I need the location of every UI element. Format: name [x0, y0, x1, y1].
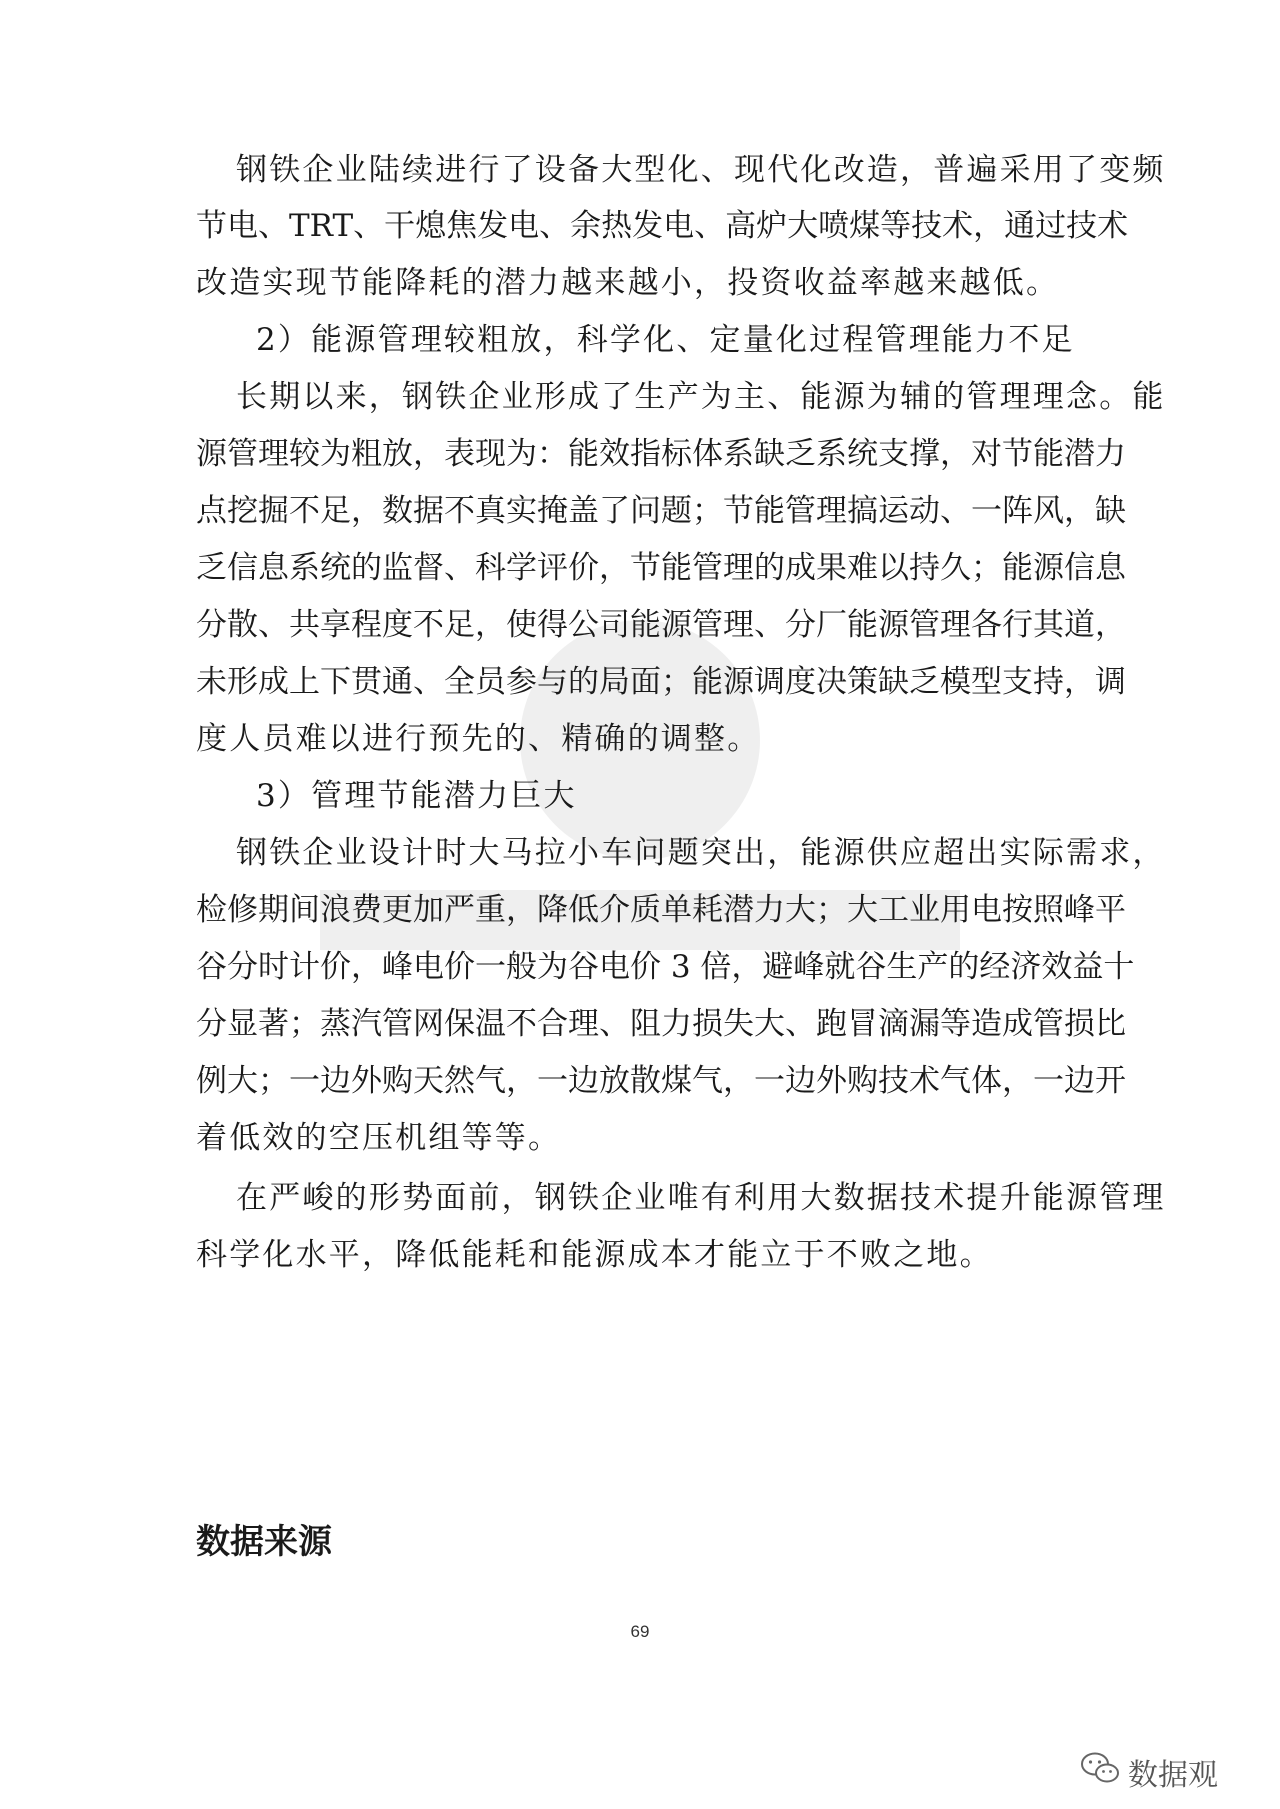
- body-text-line: 源管理较为粗放，表现为：能效指标体系缺乏系统支撑，对节能潜力: [196, 436, 1126, 472]
- body-text-line: 乏信息系统的监督、科学评价，节能管理的成果难以持久；能源信息: [196, 550, 1126, 586]
- body-text-line: 在严峻的形势面前，钢铁企业唯有利用大数据技术提升能源管理: [236, 1180, 1166, 1216]
- body-text-line: 着低效的空压机组等等。: [196, 1120, 562, 1156]
- wechat-icon: [1080, 1751, 1120, 1793]
- source-watermark: [1080, 1750, 1218, 1794]
- subsection-title: 3）管理节能潜力巨大: [256, 778, 577, 814]
- body-text-line: 分散、共享程度不足，使得公司能源管理、分厂能源管理各行其道，: [196, 607, 1126, 643]
- body-text-line: 钢铁企业设计时大马拉小车问题突出，能源供应超出实际需求，: [236, 835, 1166, 871]
- watermark-label: 数据观: [1128, 1758, 1218, 1793]
- body-text-line: 点挖掘不足，数据不真实掩盖了问题；节能管理搞运动、一阵风，缺: [196, 493, 1126, 529]
- body-text-line: 长期以来，钢铁企业形成了生产为主、能源为辅的管理理念。能: [236, 379, 1166, 415]
- body-text-line: 科学化水平，降低能耗和能源成本才能立于不败之地。: [196, 1237, 993, 1273]
- body-text-line: 分显著；蒸汽管网保温不合理、阻力损失大、跑冒滴漏等造成管损比: [196, 1006, 1126, 1042]
- body-text-line: 节电、TRT、干熄焦发电、余热发电、高炉大喷煤等技术，通过技术: [196, 208, 1129, 244]
- body-text-line: 检修期间浪费更加严重，降低介质单耗潜力大；大工业用电按照峰平: [196, 892, 1126, 928]
- page-number: 69: [630, 1622, 650, 1641]
- section-heading: 数据来源: [196, 1522, 332, 1562]
- body-text-line: 未形成上下贯通、全员参与的局面；能源调度决策缺乏模型支持，调: [196, 664, 1126, 700]
- body-text-line: 谷分时计价，峰电价一般为谷电价 3 倍，避峰就谷生产的经济效益十: [196, 949, 1135, 985]
- body-text-line: 例大；一边外购天然气，一边放散煤气，一边外购技术气体，一边开: [196, 1063, 1126, 1099]
- body-text-line: 改造实现节能降耗的潜力越来越小，投资收益率越来越低。: [196, 265, 1060, 301]
- body-text-line: 度人员难以进行预先的、精确的调整。: [196, 721, 761, 757]
- subsection-title: 2）能源管理较粗放，科学化、定量化过程管理能力不足: [256, 322, 1075, 358]
- body-text-line: 钢铁企业陆续进行了设备大型化、现代化改造，普遍采用了变频: [236, 152, 1166, 188]
